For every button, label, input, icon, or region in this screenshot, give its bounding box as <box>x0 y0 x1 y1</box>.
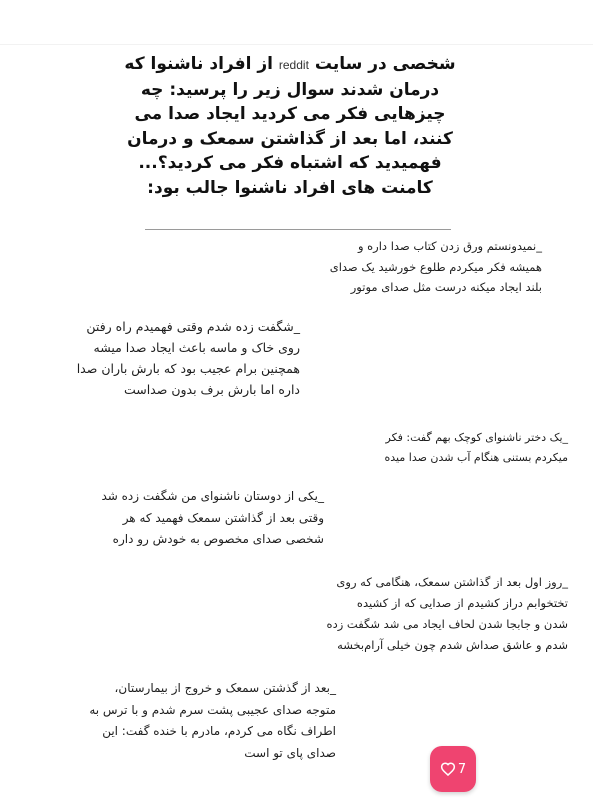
comment-3 <box>320 428 568 467</box>
comment-line: _یکی از دوستان ناشنوای من شگفت زده شد <box>101 489 324 503</box>
post-heading <box>110 52 470 200</box>
reddit-brand-text: reddit <box>278 58 309 72</box>
like-count: 7 <box>457 761 467 777</box>
heading-line: درمان شدند سوال زیر را پرسید: چه <box>140 79 440 100</box>
comment-line: _بعد از گذشتن سمعک و خروج از بیمارستان، <box>114 681 336 695</box>
comment-line: میکردم بستنی هنگام آب شدن صدا میده <box>384 450 568 464</box>
comment-line: _روز اول بعد از گذاشتن سمعک، هنگامی که روی <box>336 575 568 589</box>
comment-line: _نمیدونستم ورق زدن کتاب صدا داره و <box>357 239 542 253</box>
comment-1 <box>280 236 542 298</box>
comment-line: داره اما بارش برف بدون صداست <box>123 382 300 397</box>
comment-line: شدم و عاشق صداش شدم چون خیلی آرام‌بخشه <box>337 638 568 652</box>
comment-line: همیشه فکر میکردم طلوع خورشید یک صدای <box>329 259 542 274</box>
comment-line: _یک دختر ناشنوای کوچک بهم گفت: فکر <box>385 431 568 444</box>
heading-line-1-end: از افراد ناشنوا که <box>124 54 273 74</box>
comment-5 <box>268 572 568 656</box>
top-band <box>0 0 593 45</box>
comment-line: _شگفت زده شدم وقتی فهمیدم راه رفتن <box>86 319 300 334</box>
comment-line: شخصی صدای مخصوص به خودش رو داره <box>112 532 324 546</box>
heading-line: کنند، اما بعد از گذاشتن سمعک و درمان <box>127 128 453 149</box>
comment-line: روی خاک و ماسه باعث ایجاد صدا میشه <box>93 340 300 355</box>
comment-line: همچنین برام عجیب بود که بارش باران صدا <box>76 361 300 376</box>
like-badge[interactable] <box>430 746 476 792</box>
comment-2 <box>38 316 300 400</box>
heading-line: کامنت های افراد ناشنوا جالب بود: <box>147 177 433 198</box>
heading-line-1 <box>110 52 470 78</box>
heart-icon <box>440 762 456 776</box>
comment-line: اطراف نگاه می کردم، مادرم با خنده گفت: این <box>102 724 336 738</box>
comment-line: صدای پای تو است <box>244 745 336 760</box>
heading-line: چیزهایی فکر می کردید ایجاد صدا می <box>134 104 446 124</box>
comment-4 <box>40 486 324 551</box>
heading-line: فهمیدید که اشتباه فکر می کردید؟... <box>138 153 442 173</box>
comment-line: شدن و جابجا شدن لحاف ایجاد می شد شگفت زده <box>326 617 568 631</box>
comment-line: متوجه صدای عجیبی پشت سرم شدم و با ترس به <box>89 702 336 717</box>
comment-line: بلند ایجاد میکنه درست مثل صدای موتور <box>350 280 542 294</box>
heading-line-1-start: شخصی در سایت <box>314 54 456 74</box>
comment-line: وقتی بعد از گذاشتن سمعک فهمید که هر <box>122 510 324 525</box>
comment-line: تختخوابم دراز کشیدم از صدایی که از کشیده <box>356 596 568 610</box>
comment-6 <box>40 678 336 764</box>
heading-divider <box>145 229 451 230</box>
